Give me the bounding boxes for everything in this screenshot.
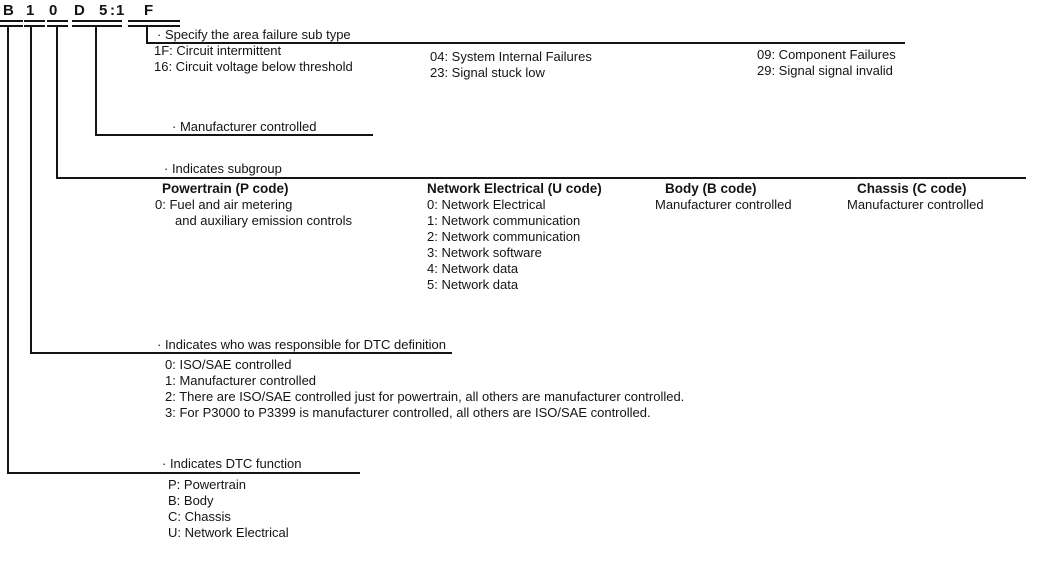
dtc-function-item: U: Network Electrical <box>168 525 289 540</box>
powertrain-header: Powertrain (P code) <box>162 181 289 196</box>
double-underline-1 <box>24 20 45 27</box>
chassis-item: Manufacturer controlled <box>847 197 984 212</box>
dtc-function-item: B: Body <box>168 493 214 508</box>
code-char-b: B <box>3 2 14 19</box>
subgroup-label: · Indicates subgroup <box>164 161 282 176</box>
code-char-f: F <box>144 2 154 19</box>
dtc-function-item: C: Chassis <box>168 509 231 524</box>
network-item: 2: Network communication <box>427 229 581 244</box>
code-char-colon: : <box>110 2 115 19</box>
code-char-5: 5 <box>99 2 108 19</box>
dtc-function-list <box>168 477 289 541</box>
body-header: Body (B code) <box>665 181 757 196</box>
powertrain-item: 0: Fuel and air metering <box>155 197 293 212</box>
double-underline-0 <box>47 20 68 27</box>
powertrain-item-wrap: and auxiliary emission controls <box>175 213 353 228</box>
dtc-function-item: P: Powertrain <box>168 477 247 492</box>
failure-subtype-item: 16: Circuit voltage below threshold <box>154 59 353 74</box>
failure-subtype-col2 <box>430 49 592 81</box>
connector-d5-vertical <box>95 27 97 136</box>
rule-dtc-function <box>7 472 360 474</box>
network-item: 4: Network data <box>427 261 519 276</box>
failure-subtype-item: 23: Signal stuck low <box>430 65 545 80</box>
double-underline-b <box>0 20 23 27</box>
connector-1-vertical <box>30 27 32 354</box>
failure-subtype-col3 <box>757 47 896 79</box>
responsible-item: 3: For P3000 to P3399 is manufacturer controlled, all others are ISO/SAE controlled. <box>165 405 651 420</box>
code-char-d: D <box>74 2 85 19</box>
failure-subtype-col1 <box>154 43 353 75</box>
responsible-list <box>165 357 684 421</box>
connector-b-vertical <box>7 27 9 474</box>
network-header: Network Electrical (U code) <box>427 181 602 196</box>
network-item: 5: Network data <box>427 277 519 292</box>
chassis-header: Chassis (C code) <box>857 181 967 196</box>
double-underline-d5 <box>72 20 122 27</box>
double-underline-1f <box>128 20 180 27</box>
code-char-1b: 1 <box>116 2 125 19</box>
code-char-1: 1 <box>26 2 35 19</box>
failure-subtype-item: 1F: Circuit intermittent <box>154 43 282 58</box>
responsible-item: 0: ISO/SAE controlled <box>165 357 292 372</box>
body-item: Manufacturer controlled <box>655 197 792 212</box>
failure-subtype-item: 29: Signal signal invalid <box>757 63 893 78</box>
failure-subtype-item: 09: Component Failures <box>757 47 896 62</box>
connector-0-vertical <box>56 27 58 178</box>
subgroup-chassis-column <box>847 181 984 213</box>
responsible-item: 1: Manufacturer controlled <box>165 373 317 388</box>
network-item: 3: Network software <box>427 245 542 260</box>
subgroup-network-column <box>427 181 602 293</box>
network-item: 1: Network communication <box>427 213 581 228</box>
subgroup-body-column <box>655 181 792 213</box>
subgroup-powertrain-column <box>155 181 352 229</box>
failure-subtype-item: 04: System Internal Failures <box>430 49 592 64</box>
manufacturer-label: · Manufacturer controlled <box>172 119 317 134</box>
responsible-label: · Indicates who was responsible for DTC definition <box>157 337 447 352</box>
dtc-function-label: · Indicates DTC function <box>162 456 302 471</box>
network-item: 0: Network Electrical <box>427 197 546 212</box>
code-char-0: 0 <box>49 2 58 19</box>
responsible-item: 2: There are ISO/SAE controlled just for powertrain, all others are manufacturer controlled. <box>165 389 685 404</box>
failure-subtype-label: · Specify the area failure sub type <box>157 27 351 42</box>
rule-subgroup <box>56 177 1026 179</box>
